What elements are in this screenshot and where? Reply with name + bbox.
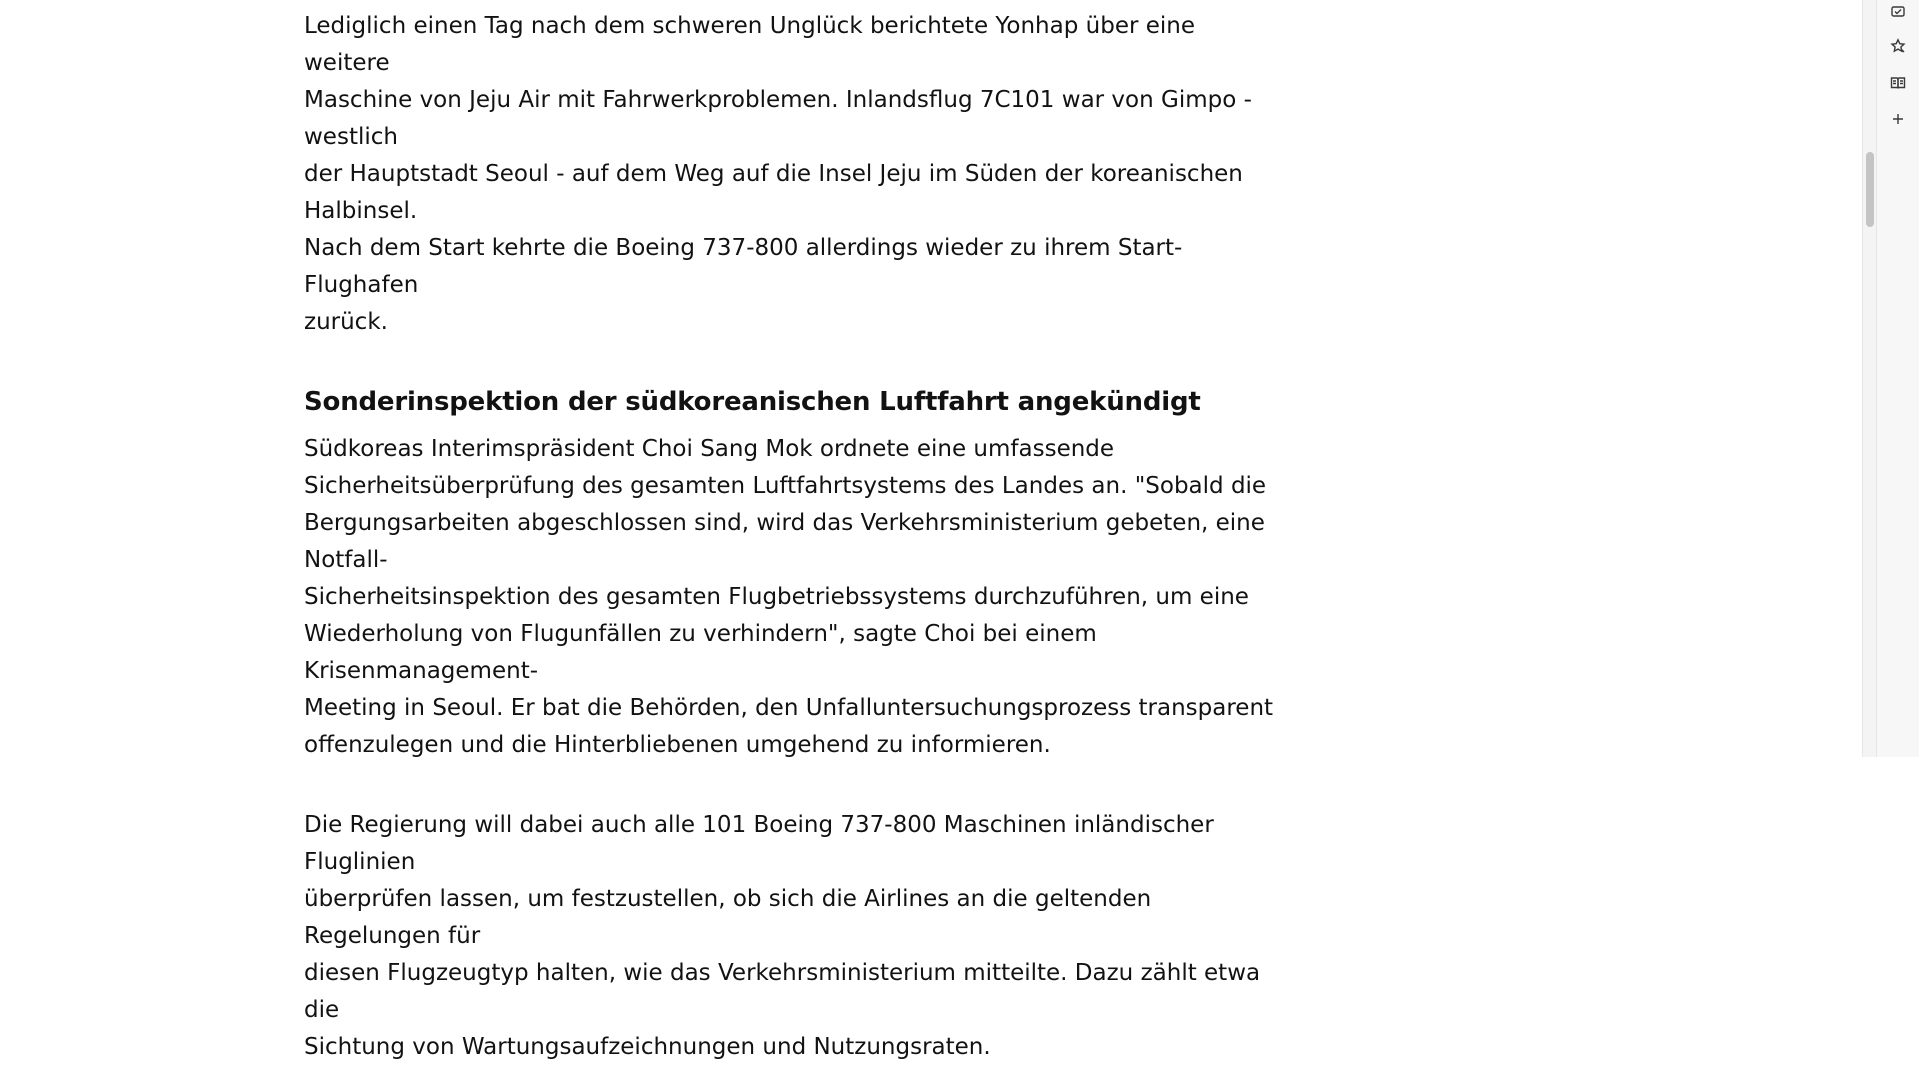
reading-view-button[interactable] (1882, 69, 1914, 97)
article-paragraph-2: Südkoreas Interimspräsident Choi Sang Mok ordnete eine umfassende Sicherheitsüberprüfung des gesamten Luftfahrtsystems des Landes an. "Sobald die Bergungsarbeiten abgeschlossen sind, wird das Verkehrsministerium gebeten, eine Notfall- Sicherheitsinspektion des gesamten Flugbetriebssystems durchzuführen, um eine Wiederholung von Flugunfällen zu verhindern", sagte Choi bei einem Krisenmanagement- Meeting in Seoul. Er bat die Behörden, den Unfalluntersuchungsprozess transparent offenzulegen und die Hinterbliebenen umgehend zu informieren. (304, 436, 1274, 758)
section-heading: Sonderinspektion der südkoreanischen Luftfahrt angekündigt (304, 387, 1201, 417)
article-paragraph-3: Die Regierung will dabei auch alle 101 Boeing 737-800 Maschinen inländischer Fluglinien überprüfen lassen, um festzustellen, ob sich die Airlines an die geltenden Regelungen für diesen Flugzeugtyp halten, wie das Verkehrsministerium mitteilte. Dazu zählt etwa die Sichtung von Wartungsaufzeichnungen und Nutzungsraten. (304, 812, 1261, 1060)
scrollbar-thumb[interactable] (1866, 152, 1874, 227)
favorites-button[interactable] (1882, 32, 1914, 60)
reading-view-icon (1890, 75, 1906, 91)
screenshot-button[interactable] (1882, 0, 1914, 25)
article-paragraph-1: Lediglich einen Tag nach dem schweren Unglück berichtete Yonhap über eine weitere Maschine von Jeju Air mit Fahrwerkproblemen. Inlandsflug 7C101 war von Gimpo - westlich der Hauptstadt Seoul - auf dem Weg auf die Insel Jeju im Süden der koreanischen Halbinsel. Nach dem Start kehrte die Boeing 737-800 allerdings wieder zu ihrem Start-Flughafen zurück. (304, 13, 1252, 335)
article-content (304, 8, 1274, 1066)
browser-side-panel (1877, 0, 1919, 757)
vertical-scrollbar[interactable] (1862, 0, 1877, 757)
add-button[interactable] (1882, 105, 1914, 133)
screenshot-icon (1890, 3, 1906, 19)
add-icon (1890, 111, 1906, 127)
favorite-star-icon (1890, 38, 1906, 54)
